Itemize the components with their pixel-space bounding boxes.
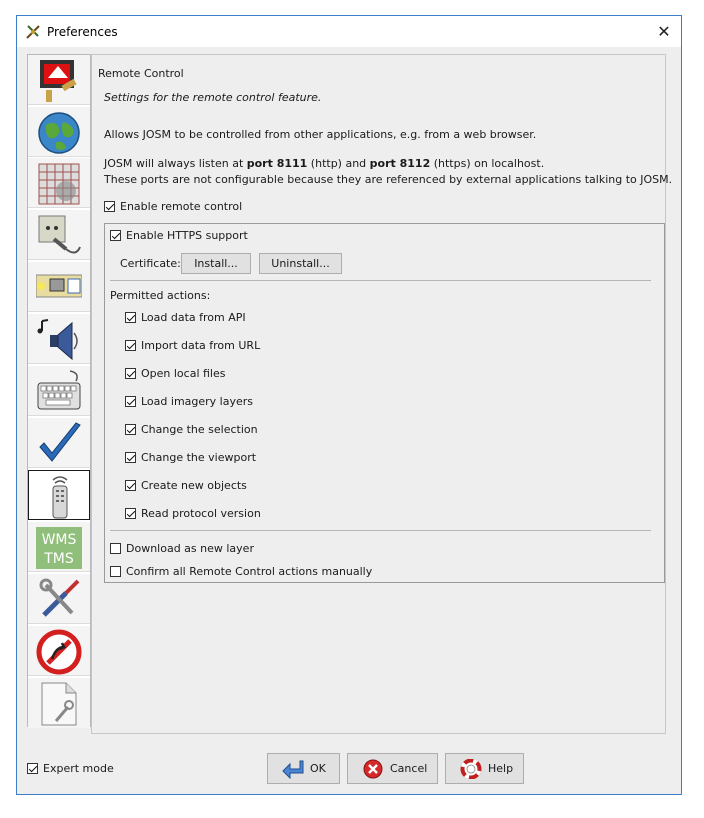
action-label-protocol-version: Read protocol version [141,507,261,520]
sidebar-item-ignore[interactable] [28,626,90,676]
expert-mode-checkbox[interactable] [27,763,38,774]
sidebar-item-remote-control[interactable] [28,470,90,520]
preferences-sidebar [27,54,91,727]
port-http: port 8111 [246,157,308,170]
action-checkbox-viewport[interactable] [125,452,136,463]
ports-note: These ports are not configurable because they are referenced by external applications talking to JOSM. [104,173,673,186]
action-label-selection: Change the selection [141,423,258,436]
expert-mode-label: Expert mode [43,762,114,775]
remote-control-icon [37,474,83,520]
ok-arrow-icon [282,759,304,779]
sidebar-item-shortcuts[interactable] [28,366,90,416]
globe-icon [36,110,82,156]
enable-remote-checkbox[interactable] [104,201,115,212]
grid-projection-icon [36,161,82,207]
plug-connection-icon [36,213,82,259]
sidebar-item-toolbar[interactable] [28,262,90,312]
sidebar-item-audio[interactable] [28,314,90,364]
help-label: Help [488,762,514,775]
panel-subtitle: Settings for the remote control feature. [104,91,322,104]
confirm-all-label: Confirm all Remote Control actions manually [126,565,373,578]
close-icon: ✕ [657,22,671,41]
help-button[interactable] [445,753,524,784]
title-bar [17,16,681,47]
enable-remote-label: Enable remote control [120,200,243,213]
action-checkbox-open-files[interactable] [125,368,136,379]
enable-https-label: Enable HTTPS support [126,229,248,242]
josm-app-icon [25,24,41,40]
sidebar-item-advanced[interactable] [28,574,90,624]
sidebar-item-connection[interactable] [28,107,90,157]
enable-https-checkbox[interactable] [110,230,121,241]
port-https: port 8112 [369,157,431,170]
action-label-create-objects: Create new objects [141,479,247,492]
audio-icon [36,317,82,363]
action-label-import-url: Import data from URL [141,339,261,352]
ports-text-a: JOSM will always listen at [104,157,247,170]
confirm-all-checkbox[interactable] [110,566,121,577]
keyboard-icon [36,369,82,415]
https-settings-group [104,223,665,583]
tms-label: TMS [44,551,74,567]
tools-icon [36,577,82,623]
action-label-imagery: Load imagery layers [141,395,254,408]
wms-label: WMS [41,532,77,548]
action-checkbox-import-url[interactable] [125,340,136,351]
toolbar-icon [36,265,82,311]
permitted-actions-label: Permitted actions: [110,289,211,302]
sidebar-item-plugins[interactable] [28,210,90,260]
download-new-layer-checkbox[interactable] [110,543,121,554]
separator-top [110,280,651,281]
preferences-window [16,15,682,795]
separator-bottom [110,530,651,531]
ok-label: OK [310,762,326,775]
display-settings-icon [36,58,82,104]
advanced-document-icon [36,681,82,727]
cancel-icon [362,759,384,779]
sidebar-item-display[interactable] [28,55,90,105]
action-label-open-files: Open local files [141,367,226,380]
certificate-label: Certificate: [120,257,181,270]
ports-line [104,157,544,170]
action-checkbox-protocol-version[interactable] [125,508,136,519]
cancel-label: Cancel [390,762,428,775]
action-checkbox-selection[interactable] [125,424,136,435]
install-button[interactable]: Install... [181,253,251,274]
ports-text-c: (https) on localhost. [430,157,545,170]
action-label-viewport: Change the viewport [141,451,257,464]
ports-text-b: (http) and [307,157,370,170]
panel-heading: Remote Control [98,67,184,80]
action-label-load-api: Load data from API [141,311,246,324]
checkmark-icon [36,421,82,467]
close-button[interactable] [647,16,681,47]
sidebar-item-expert[interactable] [28,678,90,728]
action-checkbox-imagery[interactable] [125,396,136,407]
description-text: Allows JOSM to be controlled from other applications, e.g. from a web browser. [104,128,537,141]
action-checkbox-load-api[interactable] [125,312,136,323]
ok-button[interactable] [267,753,340,784]
window-title: Preferences [47,25,118,39]
action-checkbox-create-objects[interactable] [125,480,136,491]
download-new-layer-label: Download as new layer [126,542,254,555]
uninstall-button[interactable]: Uninstall... [259,253,342,274]
sidebar-item-imagery[interactable] [28,522,90,572]
cancel-button[interactable] [347,753,438,784]
no-entry-icon [36,629,82,675]
sidebar-item-validator[interactable] [28,418,90,468]
remote-control-panel [91,54,673,734]
wms-tms-icon [36,525,82,571]
lifebuoy-help-icon [460,759,482,779]
sidebar-item-projection[interactable] [28,158,90,208]
